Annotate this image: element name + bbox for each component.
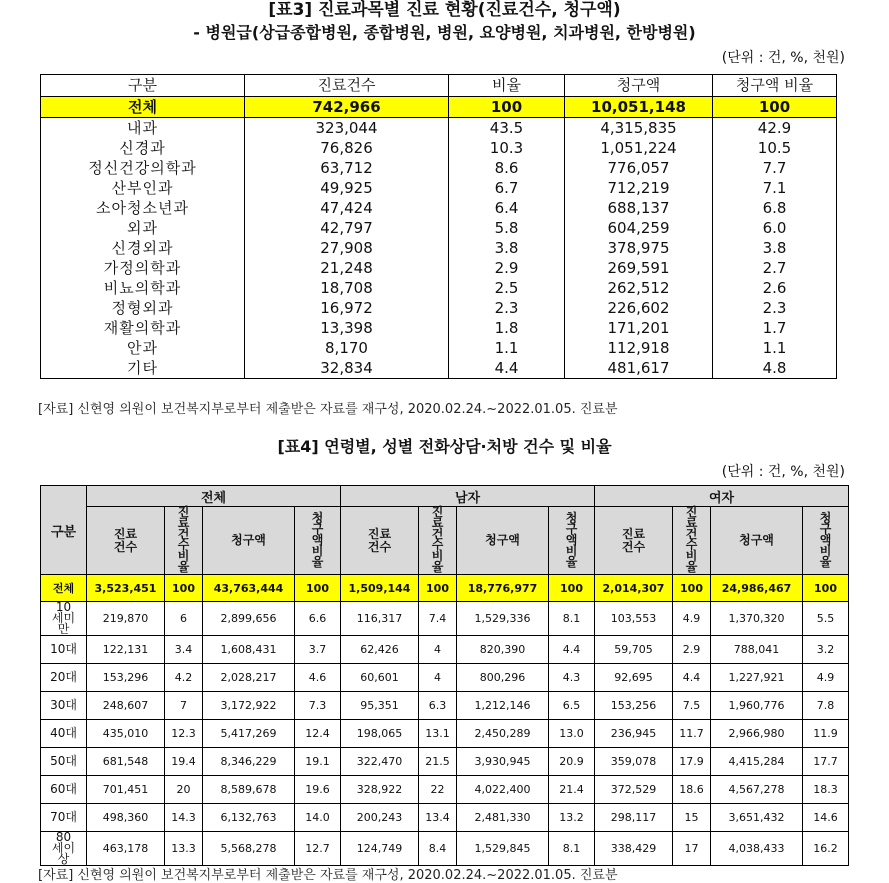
- table4-value-cell: 3,930,945: [457, 748, 549, 776]
- table3-value-cell: 742,966: [245, 97, 449, 118]
- table4-value-cell: 92,695: [595, 664, 673, 692]
- table4-subheader-cell: [341, 507, 419, 575]
- table4-age-label: 70대: [50, 810, 77, 824]
- table4-age-cell: [41, 804, 87, 832]
- table4-age-label: 80세이상: [51, 830, 76, 866]
- table4-value-cell: 4.4: [549, 636, 595, 664]
- table4-value-cell: 6: [165, 602, 203, 636]
- table4-source: [자료] 신현영 의원이 보건복지부로부터 제출받은 자료를 재구성, 2020.02.24.~2022.01.05. 진료분: [38, 868, 618, 883]
- table4-value-cell: 7: [165, 692, 203, 720]
- table3-value-cell: 8,170: [245, 338, 449, 358]
- table3-value-cell: 3.8: [713, 238, 837, 258]
- table4-value-cell: 4,415,284: [711, 748, 803, 776]
- table4-subheader-cell: [711, 507, 803, 575]
- table4-value-cell: 16.2: [803, 832, 849, 866]
- table3-value-cell: 323,044: [245, 118, 449, 139]
- table3-header-cell: 청구액: [565, 75, 713, 97]
- table4-age-cell: [41, 720, 87, 748]
- table4-value-cell: 20: [165, 776, 203, 804]
- table4-value-cell: 5.5: [803, 602, 849, 636]
- table4-value-cell: 95,351: [341, 692, 419, 720]
- table3-header-cell: 비율: [449, 75, 565, 97]
- table4-value-cell: 153,256: [595, 692, 673, 720]
- table4-value-cell: 24,986,467: [711, 575, 803, 602]
- table3-value-cell: 4,315,835: [565, 118, 713, 139]
- table4-value-cell: 4.2: [165, 664, 203, 692]
- table4-age-label: 20대: [50, 670, 77, 684]
- table3-value-cell: 269,591: [565, 258, 713, 278]
- table4-age-cell: [41, 664, 87, 692]
- table4-value-cell: 435,010: [87, 720, 165, 748]
- table3-value-cell: 1.1: [713, 338, 837, 358]
- table4-value-cell: 328,922: [341, 776, 419, 804]
- table3-value-cell: 16,972: [245, 298, 449, 318]
- table4-value-cell: 13.0: [549, 720, 595, 748]
- table4-value-cell: 359,078: [595, 748, 673, 776]
- table4-age-label: 40대: [50, 726, 77, 740]
- table4-value-cell: 248,607: [87, 692, 165, 720]
- table4-value-cell: 2.9: [673, 636, 711, 664]
- table3-value-cell: 10.5: [713, 138, 837, 158]
- table4-value-cell: 3,172,922: [203, 692, 295, 720]
- table3-category-cell: 안과: [41, 338, 245, 358]
- table3-value-cell: 6.8: [713, 198, 837, 218]
- table4-age-cell: 전체: [41, 575, 87, 602]
- table3-header-row: [41, 75, 837, 97]
- table4-value-cell: 4: [419, 664, 457, 692]
- table4-value-cell: 124,749: [341, 832, 419, 866]
- table4-value-cell: 22: [419, 776, 457, 804]
- table4-value-cell: 4.3: [549, 664, 595, 692]
- table4-total-row: [41, 575, 849, 602]
- table4-body: [41, 575, 849, 866]
- table3-value-cell: 10,051,148: [565, 97, 713, 118]
- table4-row: [41, 692, 849, 720]
- table4-value-cell: 100: [295, 575, 341, 602]
- table3-category-cell: 정형외과: [41, 298, 245, 318]
- table4-age-label: 60대: [50, 782, 77, 796]
- table3-row: [41, 338, 837, 358]
- table4-age-cell: [41, 602, 87, 636]
- table4-value-cell: 7.8: [803, 692, 849, 720]
- table4-value-cell: 322,470: [341, 748, 419, 776]
- table4-subheader-label: 진료건수: [367, 526, 392, 554]
- table4-value-cell: 62,426: [341, 636, 419, 664]
- table4-value-cell: 20.9: [549, 748, 595, 776]
- table4-subheader-label: 진료건수비율: [685, 505, 698, 574]
- table3-category-cell: 전체: [41, 97, 245, 118]
- table4-subheader-label: 청구액: [485, 533, 520, 547]
- table4-subheader-cell: [673, 507, 711, 575]
- table4-value-cell: 153,296: [87, 664, 165, 692]
- table4-value-cell: 4,567,278: [711, 776, 803, 804]
- table3-value-cell: 6.4: [449, 198, 565, 218]
- table3-value-cell: 171,201: [565, 318, 713, 338]
- table4-value-cell: 4.4: [673, 664, 711, 692]
- table4-value-cell: 100: [419, 575, 457, 602]
- table4-subheader-label: 청구액: [231, 533, 266, 547]
- table3-source: [자료] 신현영 의원이 보건복지부로부터 제출받은 자료를 재구성, 2020.02.24.~2022.01.05. 진료분: [38, 402, 618, 417]
- table4-value-cell: 800,296: [457, 664, 549, 692]
- table3-value-cell: 481,617: [565, 358, 713, 379]
- table4-value-cell: 60,601: [341, 664, 419, 692]
- table4-value-cell: 14.0: [295, 804, 341, 832]
- table3-category-cell: 비뇨의학과: [41, 278, 245, 298]
- table4-subheader-cell: [87, 507, 165, 575]
- table4-value-cell: 17: [673, 832, 711, 866]
- table4-value-cell: 11.7: [673, 720, 711, 748]
- table4-age-label: 10세미만: [51, 600, 76, 636]
- table4-value-cell: 4,022,400: [457, 776, 549, 804]
- table3-row: [41, 118, 837, 139]
- table4-age-label: 10대: [50, 642, 77, 656]
- table3-value-cell: 32,834: [245, 358, 449, 379]
- table4-value-cell: 701,451: [87, 776, 165, 804]
- table4-value-cell: 820,390: [457, 636, 549, 664]
- table4-value-cell: 8,589,678: [203, 776, 295, 804]
- table4-subheader-label: 진료건수: [621, 526, 646, 554]
- table3-value-cell: 47,424: [245, 198, 449, 218]
- table3-value-cell: 2.6: [713, 278, 837, 298]
- table3-value-cell: 1,051,224: [565, 138, 713, 158]
- table4-row: [41, 664, 849, 692]
- table4-group-total: 전체: [87, 486, 341, 507]
- table4-subheader-label: 청구액: [739, 533, 774, 547]
- table4-value-cell: 4: [419, 636, 457, 664]
- table4-age-cell: [41, 692, 87, 720]
- table4-age-label: 50대: [50, 754, 77, 768]
- table4-value-cell: 103,553: [595, 602, 673, 636]
- table4-value-cell: 4.9: [673, 602, 711, 636]
- table4-value-cell: 463,178: [87, 832, 165, 866]
- table3-value-cell: 4.4: [449, 358, 565, 379]
- table3-value-cell: 712,219: [565, 178, 713, 198]
- table4-value-cell: 1,529,336: [457, 602, 549, 636]
- table4-value-cell: 6.6: [295, 602, 341, 636]
- table3-value-cell: 776,057: [565, 158, 713, 178]
- table4-value-cell: 13.3: [165, 832, 203, 866]
- table4-subheader-cell: [203, 507, 295, 575]
- table3-value-cell: 43.5: [449, 118, 565, 139]
- table3-value-cell: 42,797: [245, 218, 449, 238]
- table4-value-cell: 2,966,980: [711, 720, 803, 748]
- table3-value-cell: 688,137: [565, 198, 713, 218]
- table3-value-cell: 262,512: [565, 278, 713, 298]
- table3-value-cell: 100: [713, 97, 837, 118]
- table3-value-cell: 76,826: [245, 138, 449, 158]
- table4-value-cell: 12.4: [295, 720, 341, 748]
- table4-value-cell: 100: [549, 575, 595, 602]
- table3-unit: (단위 : 건, %, 천원): [721, 50, 845, 66]
- table4-value-cell: 4,038,433: [711, 832, 803, 866]
- table4-value-cell: 7.4: [419, 602, 457, 636]
- table3-row: [41, 178, 837, 198]
- table3-total-row: [41, 97, 837, 118]
- table4-group-row: [41, 486, 849, 507]
- table3-value-cell: 2.5: [449, 278, 565, 298]
- table3-header-cell: 청구액 비율: [713, 75, 837, 97]
- table3-row: [41, 198, 837, 218]
- table3-row: [41, 218, 837, 238]
- table4-row: [41, 804, 849, 832]
- table4-row: [41, 832, 849, 866]
- table4-subheader-label: 청구액비율: [565, 510, 578, 569]
- table4-header: [41, 486, 849, 575]
- table3-row: [41, 238, 837, 258]
- table4-value-cell: 3.4: [165, 636, 203, 664]
- table3-value-cell: 7.7: [713, 158, 837, 178]
- table4-value-cell: 338,429: [595, 832, 673, 866]
- table4-value-cell: 2,481,330: [457, 804, 549, 832]
- table4-value-cell: 1,212,146: [457, 692, 549, 720]
- table4-subheader-cell: [295, 507, 341, 575]
- table3-category-cell: 외과: [41, 218, 245, 238]
- table3-value-cell: 6.0: [713, 218, 837, 238]
- table3-value-cell: 1.1: [449, 338, 565, 358]
- table4-value-cell: 14.3: [165, 804, 203, 832]
- table4-value-cell: 1,608,431: [203, 636, 295, 664]
- table3-row: [41, 318, 837, 338]
- table3-value-cell: 1.7: [713, 318, 837, 338]
- table3-row: [41, 298, 837, 318]
- table4-value-cell: 59,705: [595, 636, 673, 664]
- table4-value-cell: 498,360: [87, 804, 165, 832]
- table4-value-cell: 100: [165, 575, 203, 602]
- table4-value-cell: 17.7: [803, 748, 849, 776]
- table3-value-cell: 7.1: [713, 178, 837, 198]
- table4-subheader-cell: [549, 507, 595, 575]
- table3-value-cell: 5.8: [449, 218, 565, 238]
- table4-unit: (단위 : 건, %, 천원): [721, 464, 845, 480]
- table3-value-cell: 63,712: [245, 158, 449, 178]
- table4-value-cell: 100: [803, 575, 849, 602]
- table3-category-cell: 산부인과: [41, 178, 245, 198]
- table4-value-cell: 200,243: [341, 804, 419, 832]
- table3-value-cell: 13,398: [245, 318, 449, 338]
- table4-subheader-label: 청구액비율: [819, 510, 832, 569]
- table4-value-cell: 681,548: [87, 748, 165, 776]
- table4-value-cell: 13.2: [549, 804, 595, 832]
- table4-value-cell: 18.3: [803, 776, 849, 804]
- table3-value-cell: 2.7: [713, 258, 837, 278]
- table4-value-cell: 13.4: [419, 804, 457, 832]
- table3-value-cell: 112,918: [565, 338, 713, 358]
- table4-value-cell: 7.5: [673, 692, 711, 720]
- table3-header-cell: 구분: [41, 75, 245, 97]
- table4-value-cell: 5,417,269: [203, 720, 295, 748]
- table4-group-female: 여자: [595, 486, 849, 507]
- table4-value-cell: 12.3: [165, 720, 203, 748]
- table4-value-cell: 2,014,307: [595, 575, 673, 602]
- table4-value-cell: 3.7: [295, 636, 341, 664]
- table4-value-cell: 298,117: [595, 804, 673, 832]
- table4-value-cell: 6.5: [549, 692, 595, 720]
- table4-value-cell: 4.9: [803, 664, 849, 692]
- table3-row: [41, 158, 837, 178]
- table3-body: [41, 97, 837, 379]
- table4-value-cell: 8,346,229: [203, 748, 295, 776]
- table4-age-cell: [41, 636, 87, 664]
- table3-value-cell: 604,259: [565, 218, 713, 238]
- table4-value-cell: 100: [673, 575, 711, 602]
- table4-value-cell: 2,028,217: [203, 664, 295, 692]
- table3-value-cell: 42.9: [713, 118, 837, 139]
- table4-value-cell: 198,065: [341, 720, 419, 748]
- table4-value-cell: 3.2: [803, 636, 849, 664]
- table3-category-cell: 신경외과: [41, 238, 245, 258]
- table3-row: [41, 138, 837, 158]
- table4-corner: 구분: [41, 486, 87, 575]
- table4-value-cell: 236,945: [595, 720, 673, 748]
- table4-row: [41, 720, 849, 748]
- table4-value-cell: 7.3: [295, 692, 341, 720]
- table4-value-cell: 1,960,776: [711, 692, 803, 720]
- table3-value-cell: 6.7: [449, 178, 565, 198]
- table4-value-cell: 1,227,921: [711, 664, 803, 692]
- table3-category-cell: 재활의학과: [41, 318, 245, 338]
- table4-value-cell: 21.5: [419, 748, 457, 776]
- table4-value-cell: 13.1: [419, 720, 457, 748]
- table4-subheader-cell: [457, 507, 549, 575]
- table4-subheader-label: 진료건수: [113, 526, 138, 554]
- table4-row: [41, 748, 849, 776]
- table3-row: [41, 358, 837, 379]
- table4-value-cell: 12.7: [295, 832, 341, 866]
- table3-header-cell: 진료건수: [245, 75, 449, 97]
- table4-value-cell: 5,568,278: [203, 832, 295, 866]
- table4-value-cell: 2,899,656: [203, 602, 295, 636]
- table3-value-cell: 2.9: [449, 258, 565, 278]
- table4-value-cell: 2,450,289: [457, 720, 549, 748]
- table3-value-cell: 8.6: [449, 158, 565, 178]
- table4-value-cell: 15: [673, 804, 711, 832]
- table3-value-cell: 1.8: [449, 318, 565, 338]
- table4-subheader-label: 진료건수비율: [431, 505, 444, 574]
- table4-subheader-cell: [803, 507, 849, 575]
- table3: [40, 74, 837, 379]
- table3-value-cell: 100: [449, 97, 565, 118]
- table4-value-cell: 8.1: [549, 832, 595, 866]
- table3-value-cell: 3.8: [449, 238, 565, 258]
- table4-value-cell: 6,132,763: [203, 804, 295, 832]
- table4: [40, 485, 849, 866]
- table3-category-cell: 기타: [41, 358, 245, 379]
- table3-value-cell: 27,908: [245, 238, 449, 258]
- table4-value-cell: 6.3: [419, 692, 457, 720]
- table3-subtitle: - 병원급(상급종합병원, 종합병원, 병원, 요양병원, 치과병원, 한방병원): [193, 23, 696, 42]
- table4-value-cell: 219,870: [87, 602, 165, 636]
- table4-value-cell: 21.4: [549, 776, 595, 804]
- table3-value-cell: 21,248: [245, 258, 449, 278]
- table4-row: [41, 602, 849, 636]
- table4-value-cell: 17.9: [673, 748, 711, 776]
- table4-value-cell: 18,776,977: [457, 575, 549, 602]
- table4-title: [표4] 연령별, 성별 전화상담·처방 건수 및 비율: [277, 437, 612, 456]
- table3-row: [41, 258, 837, 278]
- table4-value-cell: 4.6: [295, 664, 341, 692]
- table3-category-cell: 가정의학과: [41, 258, 245, 278]
- table4-subheader-cell: [165, 507, 203, 575]
- table4-value-cell: 19.6: [295, 776, 341, 804]
- table3-value-cell: 226,602: [565, 298, 713, 318]
- table4-value-cell: 43,763,444: [203, 575, 295, 602]
- table3-value-cell: 4.8: [713, 358, 837, 379]
- table3-row: [41, 278, 837, 298]
- table4-value-cell: 3,651,432: [711, 804, 803, 832]
- table4-subheader-row: [41, 507, 849, 575]
- table4-value-cell: 1,509,144: [341, 575, 419, 602]
- table4-subheader-cell: [419, 507, 457, 575]
- table4-group-male: 남자: [341, 486, 595, 507]
- table4-row: [41, 636, 849, 664]
- table4-value-cell: 372,529: [595, 776, 673, 804]
- table4-value-cell: 788,041: [711, 636, 803, 664]
- table3-category-cell: 내과: [41, 118, 245, 139]
- table3-value-cell: 49,925: [245, 178, 449, 198]
- table3-value-cell: 18,708: [245, 278, 449, 298]
- table3-title: [표3] 진료과목별 진료 현황(진료건수, 청구액): [268, 0, 621, 20]
- table4-row: [41, 776, 849, 804]
- table3-value-cell: 10.3: [449, 138, 565, 158]
- table3-category-cell: 정신건강의학과: [41, 158, 245, 178]
- table4-age-cell: [41, 776, 87, 804]
- table4-value-cell: 14.6: [803, 804, 849, 832]
- table4-age-label: 30대: [50, 698, 77, 712]
- table4-age-cell: [41, 748, 87, 776]
- table4-value-cell: 11.9: [803, 720, 849, 748]
- table4-value-cell: 116,317: [341, 602, 419, 636]
- table4-value-cell: 1,370,320: [711, 602, 803, 636]
- table4-value-cell: 18.6: [673, 776, 711, 804]
- table3-value-cell: 2.3: [449, 298, 565, 318]
- table3-value-cell: 378,975: [565, 238, 713, 258]
- table4-value-cell: 19.4: [165, 748, 203, 776]
- table4-value-cell: 3,523,451: [87, 575, 165, 602]
- table4-value-cell: 8.1: [549, 602, 595, 636]
- table4-subheader-cell: [595, 507, 673, 575]
- table4-value-cell: 8.4: [419, 832, 457, 866]
- table3-category-cell: 소아청소년과: [41, 198, 245, 218]
- table4-age-cell: [41, 832, 87, 866]
- table4-subheader-label: 청구액비율: [311, 510, 324, 569]
- table3-value-cell: 2.3: [713, 298, 837, 318]
- table3-category-cell: 신경과: [41, 138, 245, 158]
- table4-value-cell: 122,131: [87, 636, 165, 664]
- table4-value-cell: 19.1: [295, 748, 341, 776]
- table4-subheader-label: 진료건수비율: [177, 505, 190, 574]
- table4-value-cell: 1,529,845: [457, 832, 549, 866]
